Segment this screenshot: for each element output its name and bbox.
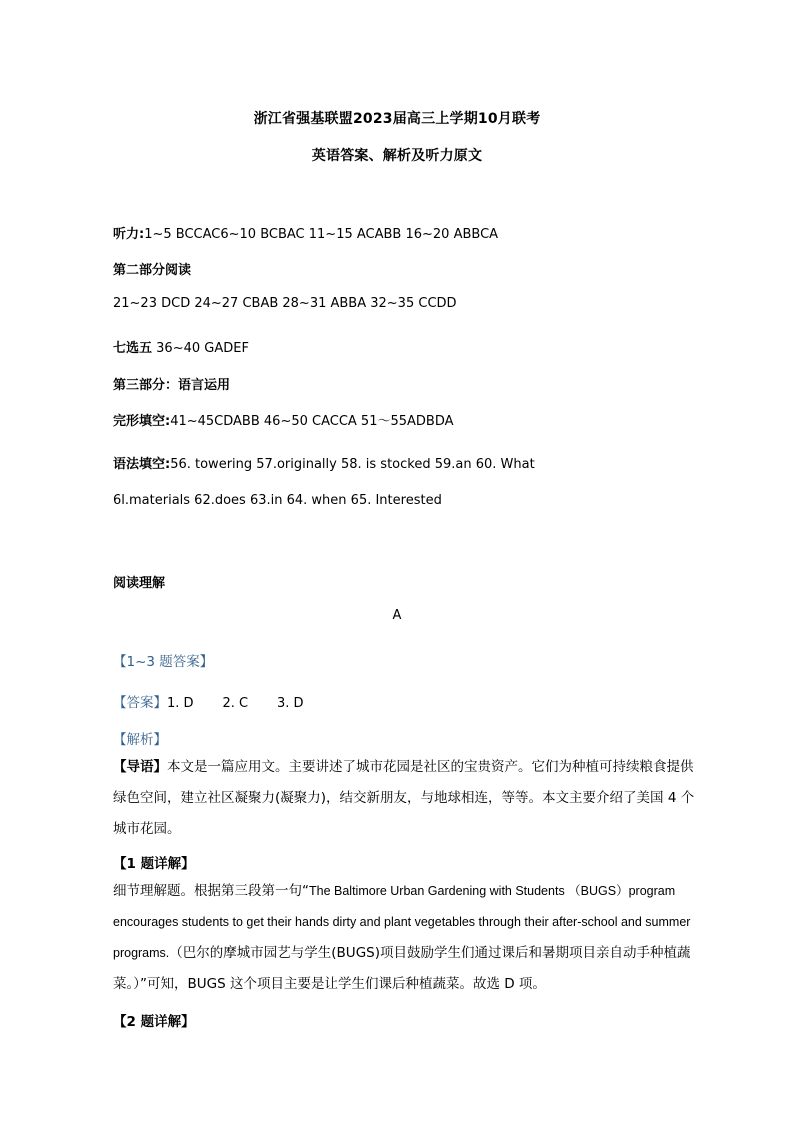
seven-choose-five-label: 七选五 [113, 341, 153, 356]
seven-choose-five-answers: 36~40 GADEF [152, 341, 249, 356]
part3-heading: 第三部分：语言运用 [113, 378, 231, 393]
q2-heading: 【2 题详解】 [113, 1014, 195, 1030]
cloze-answers: 41~45CDABB 46~50 CACCA 51～55ADBDA [170, 414, 454, 429]
section-letter: A [392, 608, 402, 623]
q1-quote: The Baltimore Urban Gardening with Students （BUGS）program encourages students to get their hands dirty and plant vegetables through their after-school and summer programs. [113, 884, 691, 960]
intro-text: 本文是一篇应用文。主要讲述了城市花园是社区的宝贵资产。它们为种植可持续粮食提供绿色空间，建立社区凝聚力(凝聚力)，结交新朋友，与地球相连，等等。本文主要介绍了美国 4 个城市花园。 [113, 759, 695, 837]
q1-heading: 【1 题详解】 [113, 856, 195, 872]
listening-answers: 1~5 BCCAC6~10 BCBAC 11~15 ACABB 16~20 ABBCA [144, 227, 499, 242]
listening-answers-line [113, 223, 498, 242]
intro-paragraph [113, 752, 703, 845]
document-title: 浙江省强基联盟2023届高三上学期10月联考 [253, 111, 541, 127]
question-range-heading: 【1~3 题答案】 [113, 654, 214, 670]
cloze-label: 完形填空: [113, 414, 171, 429]
document-subtitle: 英语答案、解析及听力原文 [311, 148, 483, 164]
q1-text-b: （巴尔的摩城市园艺与学生(BUGS)项目鼓励学生们通过课后和暑期项目亲自动手种植蔬菜。）”可知，BUGS 这个项目主要是让学生们课后种植蔬菜。故选 D 项。 [113, 945, 691, 992]
intro-label: 【导语】 [113, 759, 167, 775]
part2-heading: 第二部分阅读 [113, 263, 192, 278]
answer-line [113, 691, 304, 711]
cloze-line [113, 410, 454, 429]
part2-answers: 21~23 DCD 24~27 CBAB 28~31 ABBA 32~35 CCDD [113, 296, 457, 311]
reading-heading: 阅读理解 [113, 576, 166, 591]
listening-label: 听力: [113, 227, 145, 242]
seven-choose-five-line [113, 337, 249, 356]
grammar-answers-1: 56. towering 57.originally 58. is stocked 59.an 60. What [170, 457, 535, 472]
answer-label: 【答案】 [113, 695, 167, 711]
q1-text-a: 细节理解题。根据第三段第一句“ [113, 883, 309, 899]
answer-values: 1. D 2. C 3. D [167, 696, 304, 711]
grammar-line-1 [113, 453, 535, 472]
grammar-label: 语法填空: [113, 457, 171, 472]
q1-paragraph [113, 876, 703, 1000]
analysis-label: 【解析】 [113, 732, 167, 748]
grammar-answers-2: 6l.materials 62.does 63.in 64. when 65. Interested [113, 493, 442, 508]
